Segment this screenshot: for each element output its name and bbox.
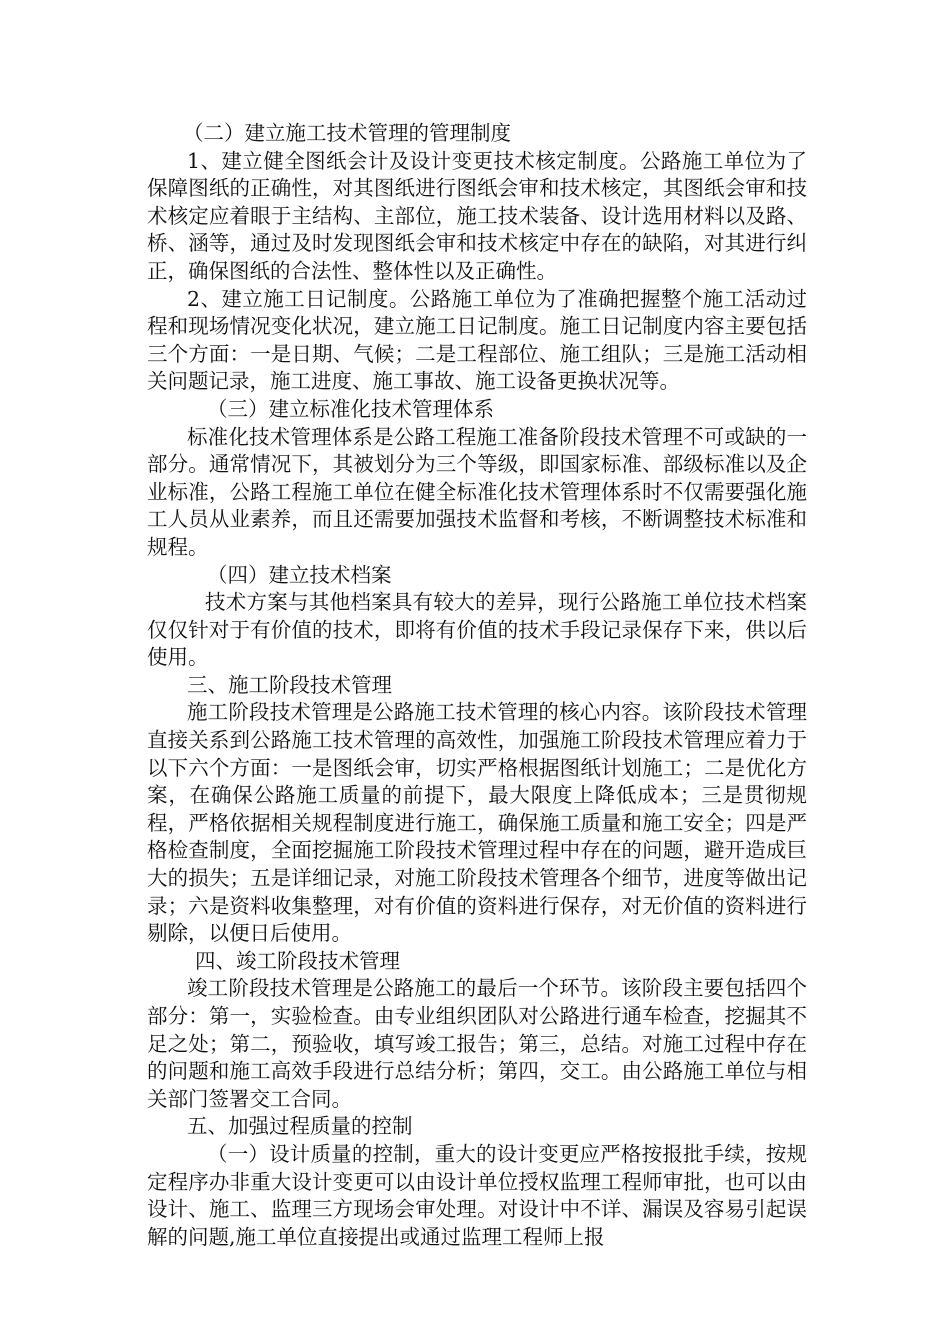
section-heading: 三、施工阶段技术管理 [187,672,392,697]
body-paragraph: 1、建立健全图纸会计及设计变更技术核定制度。公路施工单位为了保障图纸的正确性，对其图纸进行图纸会审和技术核定，其图纸会审和技术核定应着眼于主结构、主部位，施工技术装备、设计选用材料以及路、桥、涵等，通过及时发现图纸会审和技术核定中存在的缺陷，对其进行纠正，确保图纸的合法性、整体性以及正确性。 [147,148,807,283]
section-heading: （三）建立标准化技术管理体系 [207,396,494,421]
section-heading: （二）建立施工技术管理的管理制度 [183,121,511,145]
section-heading: （四）建立技术档案 [207,562,392,587]
section-heading: 五、加强过程质量的控制 [187,1114,413,1139]
document-body [147,120,807,1251]
body-paragraph: 施工阶段技术管理是公路施工技术管理的核心内容。该阶段技术管理直接关系到公路施工技术管理的高效性，加强施工阶段技术管理应着力于以下六个方面：一是图纸会审，切实严格根据图纸计划施工；二是优化方案，在确保公路施工质量的前提下，最大限度上降低成本；三是贯彻规程，严格依据相关规程制度进行施工，确保施工质量和施工安全；四是严格检查制度，全面挖掘施工阶段技术管理过程中存在的问题，避开造成巨大的损失；五是详细记录，对施工阶段技术管理各个细节，进度等做出记录；六是资料收集整理，对有价值的资料进行保存，对无价值的资料进行剔除，以便日后使用。 [147,700,807,946]
section-heading: 四、竣工阶段技术管理 [195,948,400,973]
body-paragraph: （一）设计质量的控制，重大的设计变更应严格按报批手续，按规定程序办非重大设计变更可以由设计单位授权监理工程师审批，也可以由设计、施工、监理三方现场会审处理。对设计中不详、漏误及容易引起误解的问题,施工单位直接提出或通过监理工程师上报 [147,1141,807,1249]
body-paragraph: 2、建立施工日记制度。公路施工单位为了准确把握整个施工活动过程和现场情况变化状况，建立施工日记制度。施工日记制度内容主要包括三个方面：一是日期、气候；二是工程部位、施工组队；三是施工活动相关问题记录，施工进度、施工事故、施工设备更换状况等。 [147,286,807,394]
body-paragraph: 标准化技术管理体系是公路工程施工准备阶段技术管理不可或缺的一部分。通常情况下，其被划分为三个等级，即国家标准、部级标准以及企业标准，公路工程施工单位在健全标准化技术管理体系时不仅需要强化施工人员从业素养，而且还需要加强技术监督和考核，不断调整技术标准和规程。 [147,424,807,559]
body-paragraph: 技术方案与其他档案具有较大的差异，现行公路施工单位技术档案仅仅针对于有价值的技术，即将有价值的技术手段记录保存下来，供以后使用。 [147,590,807,670]
body-paragraph: 竣工阶段技术管理是公路施工的最后一个环节。该阶段主要包括四个部分：第一，实验检查。由专业组织团队对公路进行通车检查，挖掘其不足之处；第二，预验收，填写竣工报告；第三，总结。对施工过程中存在的问题和施工高效手段进行总结分析；第四，交工。由公路施工单位与相关部门签署交工合同。 [147,976,807,1111]
